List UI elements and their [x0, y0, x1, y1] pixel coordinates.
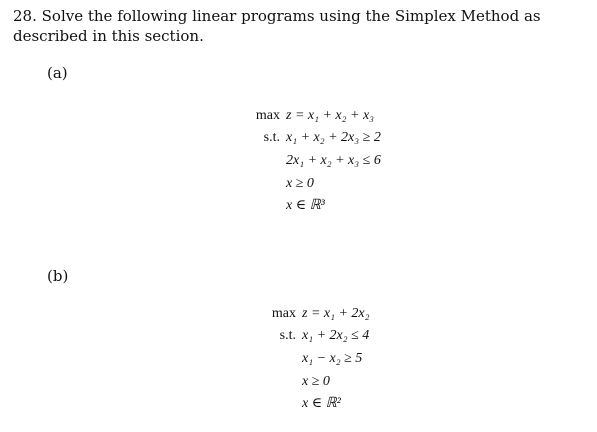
constraint: x ∈ ℝ³ [286, 198, 325, 213]
objective-function: z = x₁ + x₂ + x₃ [286, 108, 375, 123]
constraint: x ≥ 0 [302, 374, 330, 389]
constraint: x ≥ 0 [286, 176, 314, 191]
problem-statement [13, 6, 585, 46]
objective-function: z = x₁ + 2x₂ [302, 306, 370, 321]
st-keyword: s.t. [263, 130, 280, 145]
part-b-label: (b) [47, 267, 69, 285]
part-a-label: (a) [47, 64, 68, 82]
constraint: x₁ − x₂ ≥ 5 [302, 351, 363, 366]
constraint: x₁ + 2x₂ ≤ 4 [302, 328, 370, 343]
constraint: x₁ + x₂ + 2x₃ ≥ 2 [286, 130, 381, 145]
constraint: 2x₁ + x₂ + x₃ ≤ 6 [286, 153, 381, 168]
problem-number: 28. [13, 7, 37, 25]
max-keyword: max [271, 306, 296, 321]
constraint: x ∈ ℝ² [302, 396, 341, 411]
problem-text: Solve the following linear programs using the Simplex Method as described in this section. [13, 7, 541, 45]
max-keyword: max [255, 108, 280, 123]
st-keyword: s.t. [279, 328, 296, 343]
